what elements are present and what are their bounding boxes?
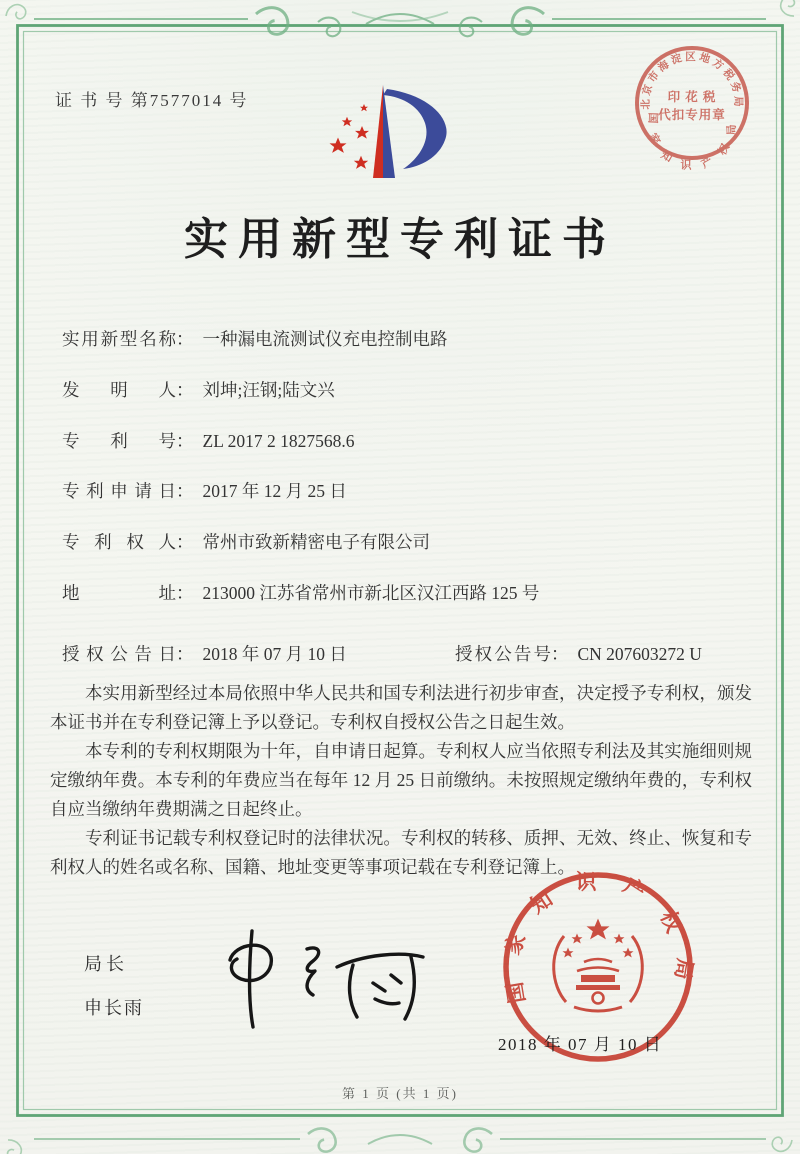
field-colon: ： <box>176 583 194 603</box>
field-label: 授权公告号 <box>455 644 551 664</box>
border-top-ornament <box>34 8 766 37</box>
certificate-title: 实用新型专利证书 <box>184 215 616 264</box>
certificate-number: 证 书 号 第7577014 号 <box>55 91 249 110</box>
field-colon: ： <box>176 644 194 664</box>
signer-name: 申长雨 <box>84 998 144 1018</box>
field-colon: ： <box>176 329 194 349</box>
signer-title: 局长 <box>84 954 128 974</box>
field-label: 实用新型名称 <box>62 329 176 349</box>
field-value: ZL 2017 2 1827568.6 <box>202 431 355 451</box>
signature-shen-changyu <box>195 905 445 1035</box>
logo-spike-blue <box>383 85 395 178</box>
seal-date: 2018 年 07 月 10 日 <box>498 1035 663 1054</box>
field-colon: ： <box>176 431 194 451</box>
field-value: 2018 年 07 月 10 日 <box>202 644 347 664</box>
tax-stamp-ring-bottom-text: 国家知识产权局 <box>645 112 739 172</box>
paragraph-term-and-fees: 本专利的专利权期限为十年，自申请日起算。专利权人应当依照专利法及其实施细则规定缴纳年费。本专利的年费应当在每年 12 月 25 日前缴纳。未按照规定缴纳年费的，专利权自应当缴纳年费期满之日起终止。 <box>50 741 752 819</box>
field-value: CN 207603272 U <box>577 644 702 664</box>
field-label: 地址 <box>62 583 176 603</box>
logo-spike-red <box>373 85 383 178</box>
field-row-patent-number <box>62 428 354 453</box>
field-row-inventors <box>62 377 335 402</box>
cnipa-logo-icon <box>315 75 495 205</box>
tax-stamp-ring-top-text: 北京市海淀区地方税务局 <box>640 51 744 110</box>
logo-p-bowl <box>383 89 447 169</box>
field-value: 常州市致新精密电子有限公司 <box>202 532 430 552</box>
seal-national-emblem <box>554 919 643 1012</box>
signature-strokes <box>230 931 423 1027</box>
field-row-filing-date <box>62 478 347 503</box>
field-row-utility-model-name <box>62 326 448 351</box>
field-value: 2017 年 12 月 25 日 <box>202 481 347 501</box>
tax-stamp-center-line1: 印 花 税 <box>667 90 717 104</box>
paragraph-register-notes: 专利证书记载专利权登记时的法律状况。专利权的转移、质押、无效、终止、恢复和专利权人的姓名或名称、国籍、地址变更等事项记载在专利登记簿上。 <box>50 828 752 877</box>
page-number-footer: 第 1 页 (共 1 页) <box>342 1086 458 1101</box>
paragraph-grant-statement: 本实用新型经过本局依照中华人民共和国专利法进行初步审查，决定授予专利权，颁发本证书并在专利登记簿上予以登记。专利权自授权公告之日起生效。 <box>50 683 752 732</box>
field-row-grant-number <box>455 641 702 666</box>
field-value: 213000 江苏省常州市新北区汉江西路 125 号 <box>202 583 540 603</box>
field-row-grant-date <box>62 641 347 666</box>
tax-stamp-seal <box>622 33 762 173</box>
field-row-address <box>62 580 539 605</box>
field-label: 专利号 <box>62 431 176 451</box>
field-colon: ： <box>176 481 194 501</box>
field-value: 一种漏电流测试仪充电控制电路 <box>202 329 448 349</box>
field-colon: ： <box>176 532 194 552</box>
field-row-patentee <box>62 529 430 554</box>
field-label: 发明人 <box>62 380 176 400</box>
field-colon: ： <box>551 644 569 664</box>
border-bottom-ornament <box>34 1129 766 1152</box>
seal-ring-text: 国家知识产权局 <box>498 870 698 1005</box>
field-label: 专利权人 <box>62 532 176 552</box>
field-label: 专利申请日 <box>62 481 176 501</box>
field-value: 刘坤;汪钢;陆文兴 <box>202 380 335 400</box>
field-label: 授权公告日 <box>62 644 176 664</box>
logo-stars <box>330 104 370 169</box>
tax-stamp-center-line2: 代扣专用章 <box>658 108 726 122</box>
field-colon: ： <box>176 380 194 400</box>
